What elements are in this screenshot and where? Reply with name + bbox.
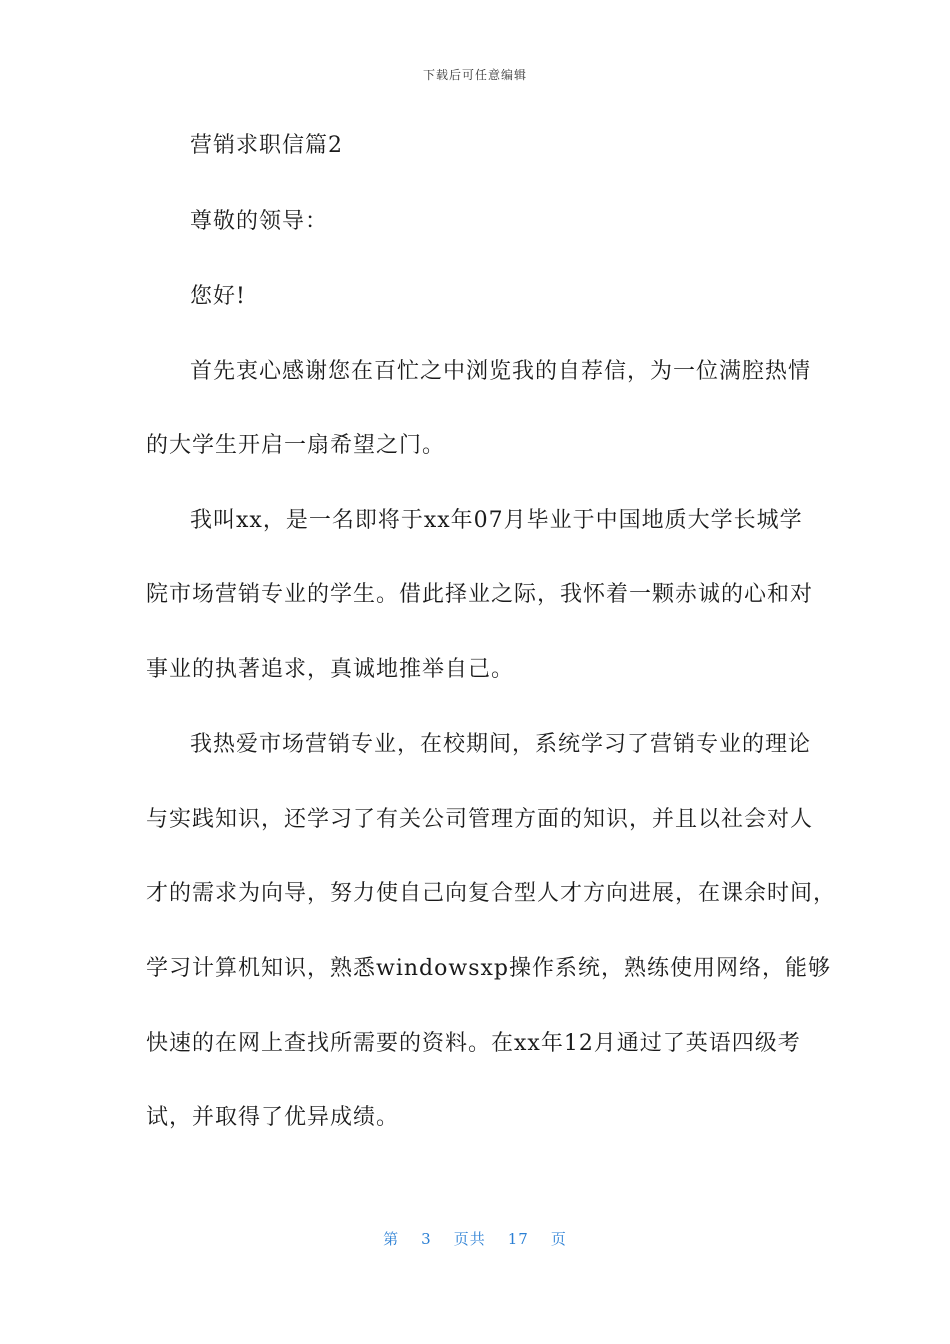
- body-line: 才的需求为向导，努力使自己向复合型人才方向进展，在课余时间，: [146, 881, 837, 906]
- body-line: 事业的执著追求，真诚地推举自己。: [146, 657, 515, 682]
- footer-middle: 页共: [453, 1230, 486, 1248]
- current-page-number: 3: [421, 1230, 432, 1248]
- footer-prefix: 第: [383, 1230, 400, 1248]
- body-line: 的大学生开启一扇希望之门。: [146, 433, 446, 458]
- header-note: 下载后可任意编辑: [422, 68, 527, 82]
- body-line: 学习计算机知识，熟悉windowsxp操作系统，熟练使用网络，能够: [146, 956, 831, 981]
- document-title: 营销求职信篇2: [190, 133, 343, 158]
- page-footer: [0, 1228, 950, 1249]
- footer-suffix: 页: [550, 1230, 567, 1248]
- body-line: 我叫xx，是一名即将于xx年07月毕业于中国地质大学长城学: [190, 508, 803, 533]
- body-line: 快速的在网上查找所需要的资料。在xx年12月通过了英语四级考: [146, 1031, 801, 1056]
- total-pages-number: 17: [507, 1230, 529, 1248]
- body-line: 与实践知识，还学习了有关公司管理方面的知识，并且以社会对人: [146, 807, 814, 832]
- body-line: 院市场营销专业的学生。借此择业之际，我怀着一颗赤诚的心和对: [146, 582, 814, 607]
- greeting: 您好!: [190, 284, 246, 309]
- salutation: 尊敬的领导：: [190, 209, 329, 234]
- body-line: 首先衷心感谢您在百忙之中浏览我的自荐信，为一位满腔热情: [190, 359, 812, 384]
- body-line: 我热爱市场营销专业，在校期间，系统学习了营销专业的理论: [190, 732, 812, 757]
- body-line: 试，并取得了优异成绩。: [146, 1105, 400, 1130]
